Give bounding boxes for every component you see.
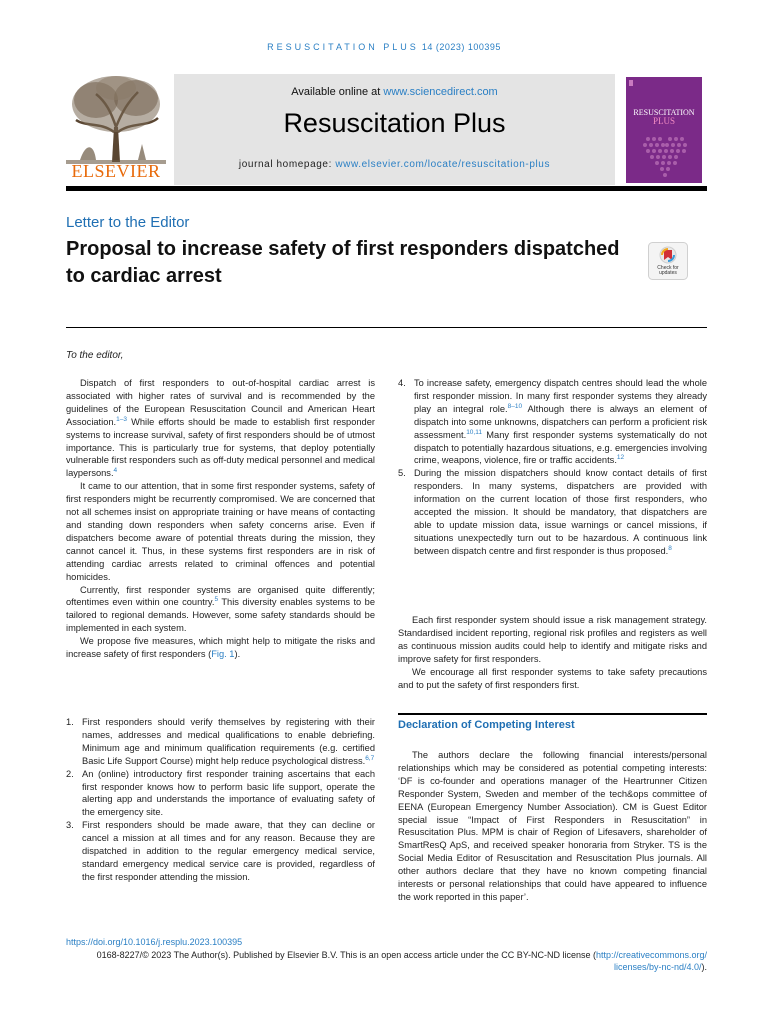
citation-ref[interactable]: 8–10 <box>507 402 523 410</box>
coi-rule <box>398 713 707 715</box>
coi-heading: Declaration of Competing Interest <box>398 719 575 731</box>
body-right-column <box>398 614 707 691</box>
cover-heart-pattern-icon <box>626 77 702 183</box>
paragraph-5: Each first responder system should issue a risk management strategy. Standardised incident reporting, regional risk profiles and registers as well as continuous mission audits could help to identify and mitigate risks and improve safety for first responders. <box>398 615 707 664</box>
paragraph-6: We encourage all first responder systems to take safety precautions and to put the safety of first responders first. <box>398 666 707 690</box>
citation-ref[interactable]: 12 <box>616 454 625 462</box>
journal-title: Resuscitation Plus <box>283 108 506 138</box>
citation-ref[interactable]: 4 <box>113 467 118 475</box>
running-head-journal: RESUSCITATION PLUS <box>267 42 419 52</box>
body-left-column <box>66 377 375 661</box>
paragraph-2: It came to our attention, that in some first responder systems, safety of first responders might be recurrently compromised. We are concerned that not all schemes insist on appropriate training or have means of contacting and standing down responders when safety concerns arise. Even if dispatchers become aware of potential threats during the mission, they cannot cancel it. Thus, in these systems first responders are in risk of attending cardiac arrests related to criminal offences and potential homicides. <box>66 481 375 582</box>
list-item: 4. To increase safety, emergency dispatch centres should lead the whole first responder mission. In many first responder systems they already play an integral role.$^{8-10}$ Although there is always an element of dispatch into some unknowns, dispatchers can perform a proficient risk assessment.$^{10,11}$ Many first responder systems systematically do not dispatch to potentially hazardous situations, e.g. emergencies involving crime, weapons, violence, fire or traffic accidents.$^{12}$ <box>398 378 707 466</box>
citation-ref[interactable]: 8 <box>668 544 672 552</box>
coi-section <box>398 749 707 904</box>
masthead-rule <box>66 186 707 191</box>
citation-ref[interactable]: 6,7 <box>365 754 375 762</box>
cover-title-line2: PLUS <box>652 116 675 126</box>
running-head-citation: 14 (2023) 100395 <box>421 42 501 52</box>
journal-homepage <box>174 159 615 170</box>
elsevier-wordmark: ELSEVIER <box>71 161 161 181</box>
available-prefix: Available online at <box>291 86 384 98</box>
list-item: 3. First responders should be made aware, that they can decline or cancel a mission at all times and for any reason. Because they are dispatched in addition to the regular emergency medical service, standard emergency medical service care is provided, regardless of the first responder attending the mission. <box>66 820 375 882</box>
license-link[interactable]: licenses/by-nc-nd/4.0/ <box>613 962 702 972</box>
list-item: 2. An (online) introductory first responder training ascertains that each first responder knows how to perform basic life support, operate the alerting app and understands the importance of evaluating safety of the emergency site. <box>66 768 375 818</box>
citation-ref[interactable]: 10,11 <box>466 428 482 436</box>
citation-ref[interactable]: 1–3 <box>116 415 127 423</box>
measures-list-left <box>66 716 375 884</box>
running-head <box>0 42 768 52</box>
figure-link[interactable]: Fig. 1 <box>211 649 235 660</box>
available-online <box>174 86 615 98</box>
citation-ref[interactable]: 5 <box>214 596 219 604</box>
header-rule <box>66 327 707 328</box>
article-title: Proposal to increase safety of first responders dispatched to cardiac arrest <box>66 238 620 287</box>
homepage-link[interactable]: www.elsevier.com/locate/resuscitation-plus <box>335 159 551 170</box>
doi-link[interactable]: https://doi.org/10.1016/j.resplu.2023.100395 <box>66 937 243 947</box>
license-statement: 0168-8227/© 2023 The Author(s). Published by Elsevier B.V. This is an open access article under the CC BY-NC-ND license (http://creativecommons.org/ licenses/by-nc-nd/4.0/). <box>96 950 707 972</box>
paragraph-1: Dispatch of first responders to out-of-hospital cardiac arrest is associated with higher rates of survival and is recommended by the guidelines of the European Resuscitation Council and American Heart Association.$^{1-3}$ While efforts should be made to establish first responder systems to increase survival, safety of first responders should be of utmost importance. This is particularly true for systems, that deploy potentially vulnerable first responders such as off-duty medical personnel and medical laypersons.$^4$ <box>66 378 375 479</box>
journal-cover <box>626 77 702 183</box>
crossmark-label <box>648 266 688 276</box>
salutation: To the editor, <box>66 350 124 361</box>
list-item: 5. During the mission dispatchers should know contact details of first responders. In many systems, dispatchers are provided with information on the current location of those first responders, who accepted the mission. It should be mandatory, that dispatchers are able to update mission data, issue warnings or cancel missions, if situations unexpectedly turn out to be hazardous. A continuous link between dispatch centre and first responder is thus proposed.$^8$ <box>398 468 707 556</box>
measures-list-right <box>398 377 707 558</box>
paragraph-3: Currently, first responder systems are organised quite differently; oftentimes even within one country.$^5$ This diversity enables systems to be tailored to regional demands. However, some safety standards should be implemented in each system. <box>66 584 375 634</box>
coi-text: The authors declare the following financial interests/personal relationships which may be considered as potential competing interests: ‘DF is co-founder and operations manager of the Heartrunner Citizen Responder System, Sweden and member of the tech&ops committee of EENA (European Emergency Number Association). CM is Guest Editor special issue “Impact of First Responders in Resuscitation” in Resuscitation Plus. MPM is chair of Region of Lifesavers, shareholder of SmartResQ ApS, and received speaker honoraria from Stryker. TS is the Social Media Editor of Resuscitation and Resuscitation Plus journals. All other authors declare that they have no known competing financial interests or personal relationships that could have appeared to influence the work reported in this paper’. <box>398 750 707 902</box>
paragraph-4: We propose five measures, which might help to mitigate the risks and increase safety of first responders (Fig. 1). <box>66 636 375 660</box>
sciencedirect-link[interactable]: www.sciencedirect.com <box>383 86 498 98</box>
cover-title <box>626 108 702 126</box>
homepage-prefix: journal homepage: <box>238 159 336 170</box>
article-section: Letter to the Editor <box>66 214 190 231</box>
crossmark-line2: updates <box>659 270 677 276</box>
crossmark-line1: Check for <box>657 265 679 271</box>
license-link[interactable]: http://creativecommons.org/ <box>595 950 707 960</box>
elsevier-tree-logo-icon <box>66 72 166 164</box>
list-item: 1. First responders should verify themselves by registering with their names, addresses and medical qualifications to enable debriefing. Minimum age and minimum qualification requirements (e.g. certified Basic Life Support Course) might help reduce psychological distress.$^{6,7}$ <box>66 717 375 766</box>
cover-title-line1: RESUSCITATION <box>633 108 695 117</box>
